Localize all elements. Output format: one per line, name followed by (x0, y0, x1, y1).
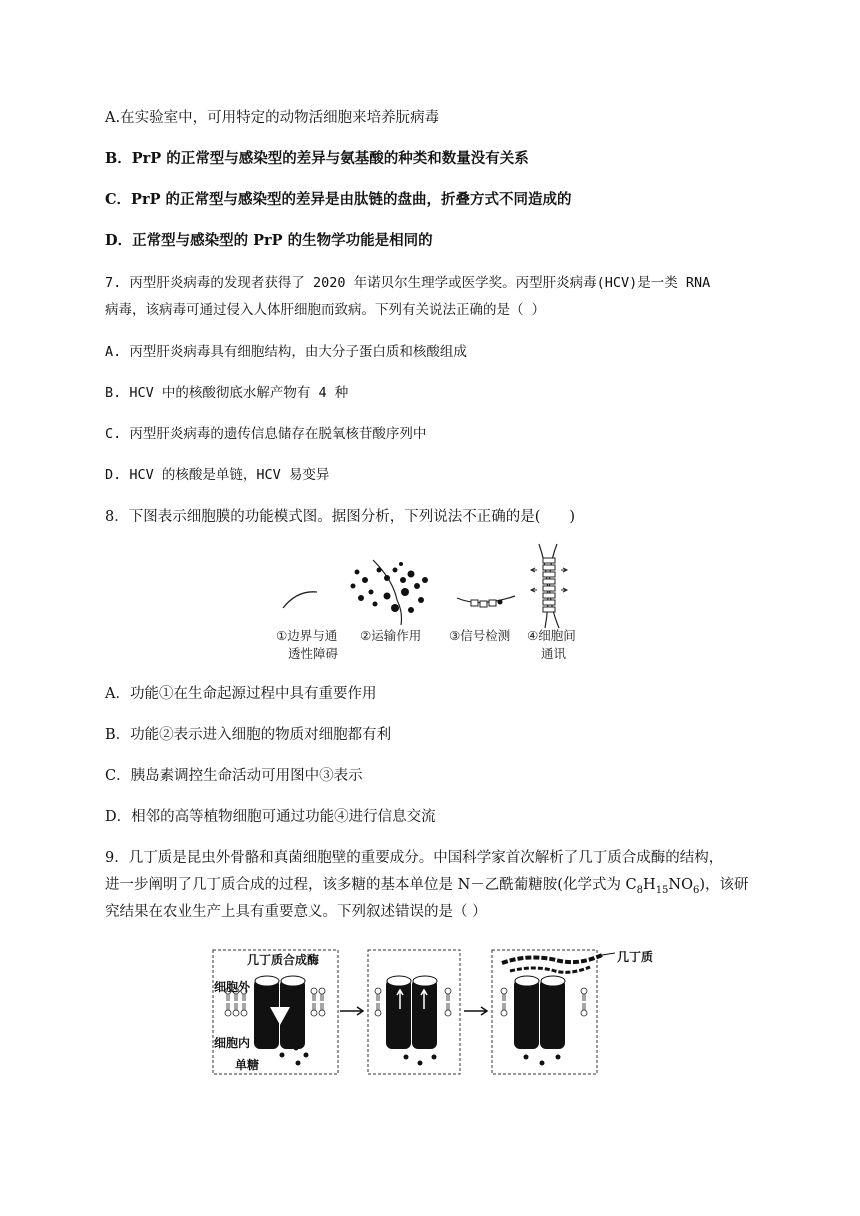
fig-caption-4a: ④细胞间 (527, 628, 576, 643)
fig-caption-1a: ①边界与通 (276, 628, 338, 643)
fig-caption-1b: 透性障碍 (288, 646, 339, 661)
label-inside-cell: 细胞内 (214, 1036, 251, 1050)
q8-option-d: D．相邻的高等植物细胞可通过功能④进行信息交流 (105, 809, 436, 825)
q7-option-b: B. HCV 中的核酸彻底水解产物有 4 种 (105, 385, 349, 401)
q7-option-c: C. 丙型肝炎病毒的遗传信息储存在脱氧核苷酸序列中 (105, 426, 427, 442)
q6-option-d: D．正常型与感染型的 PrP 的生物学功能是相同的 (105, 232, 433, 249)
q8-option-a: A．功能①在生命起源过程中具有重要作用 (105, 686, 377, 702)
q9-stem-line1: 9．几丁质是昆虫外骨骼和真菌细胞壁的重要成分。中国科学家首次解析了几丁质合成酶的结构， (105, 850, 724, 866)
fig-caption-3: ③信号检测 (449, 628, 511, 643)
fig-caption-2: ②运输作用 (360, 628, 422, 643)
label-outside-cell: 细胞外 (214, 980, 251, 994)
q7-stem-line2: 病毒，该病毒可通过侵入人体肝细胞而致病。下列有关说法正确的是（ ） (105, 302, 546, 318)
fig-caption-4b: 通讯 (541, 646, 567, 661)
q9-stem-line3: 究结果在农业生产上具有重要意义。下列叙述错误的是（ ） (105, 904, 487, 920)
q9-stem-line2: 进一步阐明了几丁质合成的过程，该多糖的基本单位是 N－乙酰葡糖胺(化学式为 $C_8H_{15}NO_6$)，该研 (105, 877, 749, 896)
q8-option-c: C．胰岛素调控生命活动可用图中③表示 (105, 768, 363, 784)
membrane-function-figure (275, 540, 595, 630)
q6-option-b: B．PrP 的正常型与感染型的差异与氨基酸的种类和数量没有关系 (105, 150, 529, 167)
label-monosaccharide: 单糖 (235, 1058, 260, 1072)
q7-option-a: A. 丙型肝炎病毒具有细胞结构，由大分子蛋白质和核酸组成 (105, 344, 467, 360)
q6-option-c: C．PrP 的正常型与感染型的差异是由肽链的盘曲，折叠方式不同造成的 (105, 191, 572, 208)
label-chitin-synthase: 几丁质合成酶 (247, 953, 320, 967)
q7-option-d: D. HCV 的核酸是单链，HCV 易变异 (105, 467, 330, 483)
q8-stem: 8．下图表示细胞膜的功能模式图。据图分析，下列说法不正确的是( ) (105, 509, 576, 525)
q6-option-a: A.在实验室中，可用特定的动物活细胞来培养朊病毒 (105, 110, 440, 126)
q7-stem-line1: 7. 丙型肝炎病毒的发现者获得了 2020 年诺贝尔生理学或医学奖。丙型肝炎病毒(HCV)是一类 RNA (105, 275, 711, 291)
label-chitin: 几丁质 (617, 950, 654, 964)
q8-option-b: B．功能②表示进入细胞的物质对细胞都有利 (105, 727, 392, 743)
